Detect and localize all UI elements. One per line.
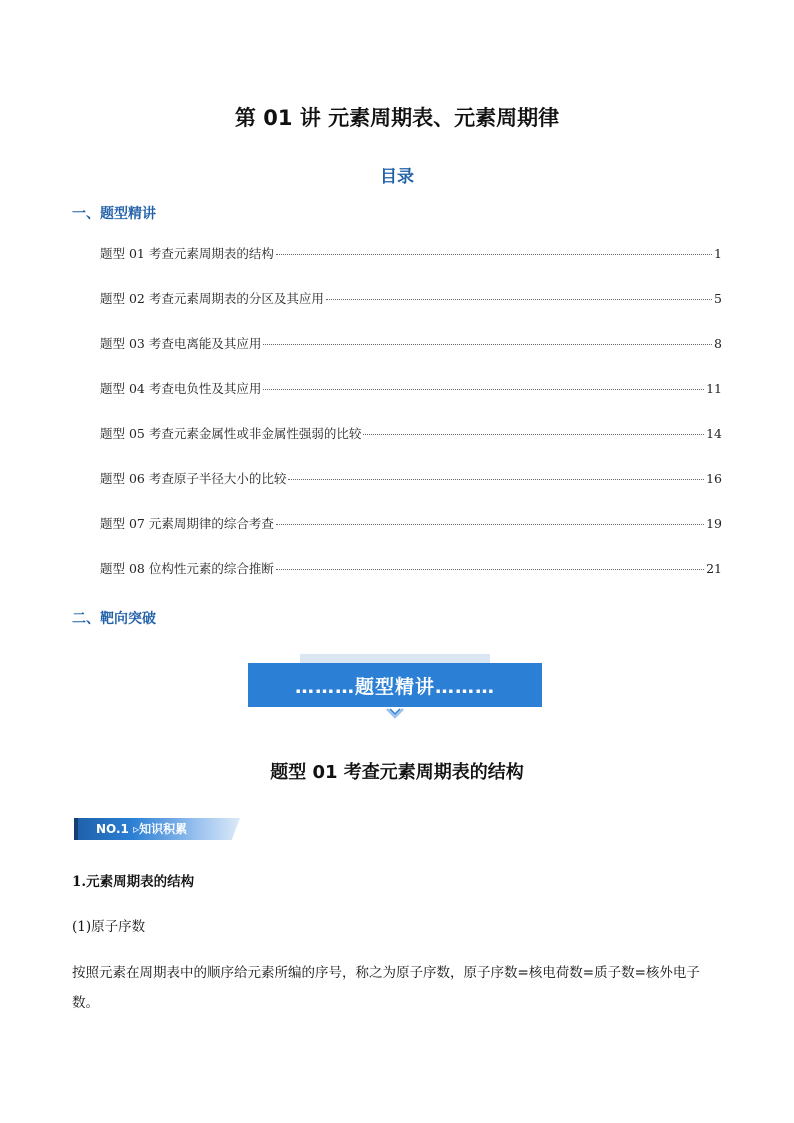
toc-entry[interactable] bbox=[100, 514, 722, 559]
toc-entry-page: 16 bbox=[706, 471, 722, 486]
page-title: 第 01 讲 元素周期表、元素周期律 bbox=[234, 106, 560, 130]
toc-leader-dots bbox=[263, 389, 704, 390]
toc-leader-dots bbox=[276, 254, 712, 255]
toc-entry[interactable] bbox=[100, 559, 722, 604]
banner-text: ………题型精讲……… bbox=[294, 675, 495, 698]
topic-title: 题型 01 考查元素周期表的结构 bbox=[270, 762, 524, 783]
knowledge-tag bbox=[74, 818, 240, 840]
toc-entry[interactable] bbox=[100, 334, 722, 379]
body-heading: 1.元素周期表的结构 bbox=[72, 874, 195, 890]
toc-entry[interactable] bbox=[100, 379, 722, 424]
toc-entry-page: 11 bbox=[706, 381, 722, 396]
toc-entry[interactable] bbox=[100, 289, 722, 334]
toc-leader-dots bbox=[276, 524, 704, 525]
toc-entry-page: 21 bbox=[706, 561, 722, 576]
toc-entry-page: 5 bbox=[714, 291, 722, 306]
toc-entry-label: 题型 01 考查元素周期表的结构 bbox=[100, 246, 274, 261]
toc-leader-dots bbox=[363, 434, 704, 435]
toc-entry-label: 题型 02 考查元素周期表的分区及其应用 bbox=[100, 291, 324, 306]
toc-entry[interactable] bbox=[100, 469, 722, 514]
chevron-down-icon bbox=[385, 707, 405, 721]
toc-leader-dots bbox=[326, 299, 712, 300]
toc-entry-label: 题型 07 元素周期律的综合考查 bbox=[100, 516, 274, 531]
toc-leader-dots bbox=[288, 479, 704, 480]
toc-entry-label: 题型 04 考查电负性及其应用 bbox=[100, 381, 262, 396]
toc-leader-dots bbox=[263, 344, 712, 345]
toc-entry-label: 题型 06 考查原子半径大小的比较 bbox=[100, 471, 287, 486]
section-heading-2: 二、靶向突破 bbox=[72, 611, 156, 627]
section-banner bbox=[248, 654, 542, 724]
toc-heading: 目录 bbox=[380, 167, 414, 187]
section-heading-1: 一、题型精讲 bbox=[72, 206, 156, 222]
toc-entry-page: 8 bbox=[714, 336, 722, 351]
toc-entry-label: 题型 08 位构性元素的综合推断 bbox=[100, 561, 274, 576]
toc-entry-page: 14 bbox=[706, 426, 722, 441]
body-subheading: (1)原子序数 bbox=[72, 919, 146, 935]
tag-label: NO.1 ▹知识积累 bbox=[96, 822, 188, 836]
toc-entry[interactable] bbox=[100, 244, 722, 289]
toc-leader-dots bbox=[276, 569, 704, 570]
toc-entry-label: 题型 05 考查元素金属性或非金属性强弱的比较 bbox=[100, 426, 362, 441]
toc-entry-page: 1 bbox=[714, 246, 722, 261]
tag-accent-bar bbox=[74, 818, 78, 840]
toc-entry-page: 19 bbox=[706, 516, 722, 531]
toc-entry[interactable] bbox=[100, 424, 722, 469]
toc-entry-label: 题型 03 考查电离能及其应用 bbox=[100, 336, 262, 351]
banner-box bbox=[248, 663, 542, 707]
table-of-contents bbox=[100, 244, 722, 604]
body-paragraph: 按照元素在周期表中的顺序给元素所编的序号，称之为原子序数，原子序数=核电荷数=质子数=核外电子数。 bbox=[72, 965, 700, 1011]
